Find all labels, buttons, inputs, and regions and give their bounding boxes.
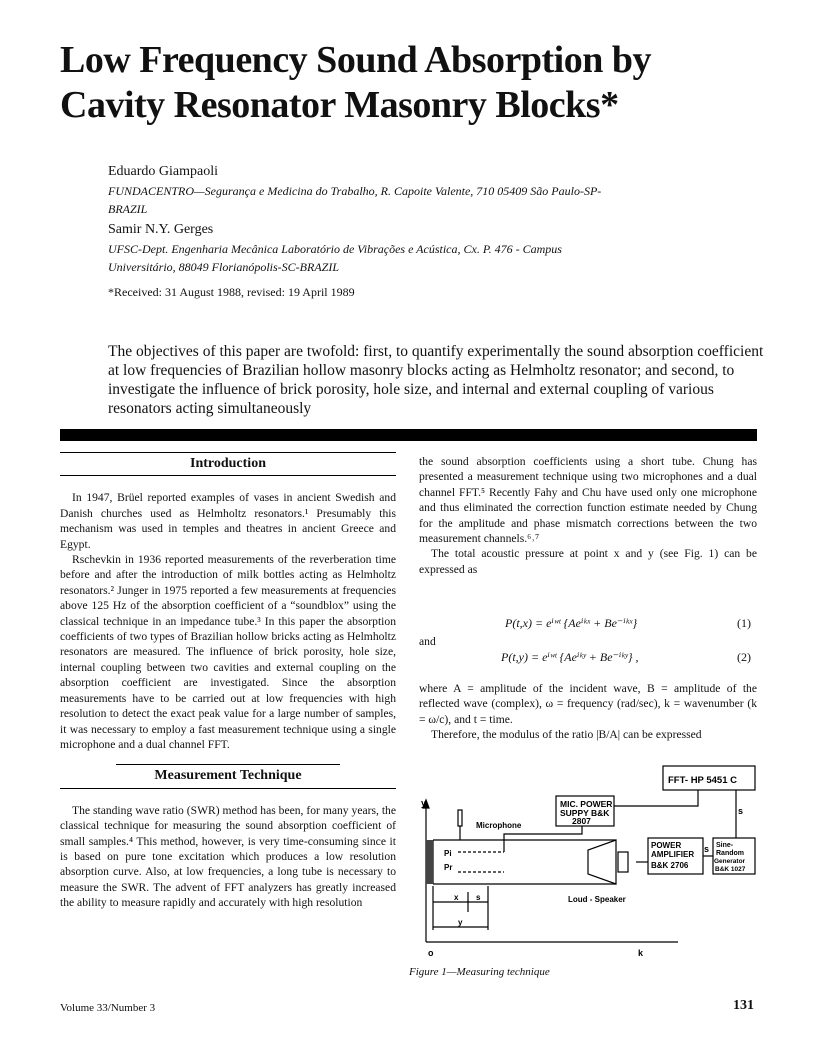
affiliation-1 [108,182,708,218]
sample-block [426,840,433,884]
fft-label: FFT- HP 5451 C [668,775,737,786]
s-dim-label: s [476,893,481,902]
intro-rule-top [60,452,396,453]
affiliation-1-line-1: FUNDACENTRO—Segurança e Medicina do Trabalho, R. Capoite Valente, 710 05409 São Paulo-SP- [108,184,602,198]
footer-volume: Volume 33/Number 3 [60,1002,156,1014]
figure-1-diagram [418,762,760,962]
mic-power-label-2: SUPPY B&K [560,808,610,818]
thick-divider [60,429,757,441]
right-paragraph-2: The total acoustic pressure at point x and y (see Fig. 1) can be expressed as [419,547,757,576]
affiliation-2-line-2: Universitário, 88049 Florianópolis-SC-BRAZIL [108,260,339,274]
power-amp-label-2: AMPLIFIER [651,850,695,859]
figure-caption: Figure 1—Measuring technique [409,966,550,978]
s-amp-label: s [704,844,710,854]
author-2: Samir N.Y. Gerges [108,222,214,237]
left-column [60,452,396,911]
page-number: 131 [733,998,754,1013]
paper-title [60,38,760,128]
right-column-lower [419,681,757,743]
right-paragraph-3: where A = amplitude of the incident wave, B = amplitude of the reflected wave (complex), ω = frequency (rad/sec), k = wavenumber (k = ω/c), and t = time. [419,682,757,726]
pr-label: Pr [444,863,453,872]
power-amp-label-3: B&K 2706 [651,861,689,870]
equation-2-number: (2) [737,650,751,664]
equation-1: P(t,x) = eⁱʷᵗ {Aeⁱᵏˣ + Be⁻ⁱᵏˣ} [505,616,638,630]
measurement-paragraph-1: The standing wave ratio (SWR) method has been, for many years, the classical technique for measuring the sound absorption coefficient of small samples.⁴ This method, however, is very time-consuming since it is based on pure tone excitation which produces a low resolution absorption curve. Also, at low frequencies, a long tube is necessary to measure the SWR. The advent of FFT analyzers has greatly increased the ability to measure rapidly and accurately with high resolution [60,803,396,910]
k-label: k [638,948,644,958]
microphone-label: Microphone [476,821,522,830]
sine-label-3: Generator [714,858,746,865]
pi-label: Pi [444,849,452,858]
loud-speaker-label: Loud - Speaker [568,895,626,904]
right-paragraph-4: Therefore, the modulus of the ratio |B/A| can be expressed [431,728,702,742]
y-dim-label: y [458,918,463,927]
affiliation-2 [108,240,708,276]
and-word: and [419,635,436,648]
s-wire-label: s [738,806,744,816]
origin-label: o [428,948,434,958]
y-axis-label: y [421,798,427,808]
affiliation-1-line-2: BRAZIL [108,202,148,216]
power-amp-label-1: POWER [651,841,682,850]
intro-paragraph-1: In 1947, Brüel reported examples of vases in ancient Swedish and Danish churches used as Helmholtz resonators.¹ Presumably this mechanism was used in temples and theatres in ancient Greece and Egypt. [60,491,396,551]
title-line-2: Cavity Resonator Masonry Blocks* [60,84,619,126]
affiliation-2-line-1: UFSC-Dept. Engenharia Mecânica Laboratório de Vibrações e Acústica, Cx. P. 476 - Campus [108,242,562,256]
equation-2: P(t,y) = eⁱʷᵗ {Aeⁱᵏʸ + Be⁻ⁱᵏʸ} , [501,650,639,664]
received-date: *Received: 31 August 1988, revised: 19 April 1989 [108,285,355,299]
sine-label-2: Random [716,850,744,857]
intro-heading: Introduction [190,456,266,471]
meas-rule-bottom [60,788,396,789]
right-column [419,454,757,577]
sine-label-4: B&K 1027 [715,866,746,873]
equation-1-number: (1) [737,616,751,630]
measurement-heading: Measurement Technique [154,768,302,784]
mic-power-label-3: 2807 [572,816,591,826]
right-paragraph-1: the sound absorption coefficients using a short tube. Chung has presented a measurement technique using two microphones and a dual channel FFT.⁵ Recently Fahy and Chu have used only one microphone and thus eliminated the correction function estimate needed by Chung for the amplitude and phase mismatch corrections between the two measurement channels.⁶˒⁷ [419,455,757,546]
sine-label-1: Sine- [716,842,734,849]
abstract: The objectives of this paper are twofold: first, to quantify experimentally the sound absorption coefficient at low frequencies of Brazilian hollow masonry blocks acting as Helmholtz resonator; and second, to investigate the influence of brick porosity, hole size, and internal and external coupling of various resonators acting simultaneously [108,343,764,417]
intro-rule-bottom [60,475,396,476]
mic-power-label-1: MIC. POWER [560,799,613,809]
meas-rule-top [116,764,340,765]
title-line-1: Low Frequency Sound Absorption by [60,39,651,81]
intro-paragraph-2: Rschevkin in 1936 reported measurements of the reverberation time before and after the introduction of milk bottles acting as Helmholtz resonators.² Junger in 1975 reported a few measurements at frequencies above 125 Hz of the absorption coefficient of a “soundblox” using the classical technique in an impedance tube.³ In this paper the absorption coefficients of two types of Brazilian hollow bricks acting as Helmholtz resonators are measured. The influence of brick porosity, hole size, internal coupling between two cavities and external coupling on the absorption coefficient are investigated. Since the absorption measurements have to be carried out at low frequencies with high resolution to detect the exact peak value for a large number of samples, it was necessary to employ a fast measurement technique using a single microphone and a dual channel FFT. [60,553,396,751]
author-1: Eduardo Giampaoli [108,164,219,179]
x-dim-label: x [454,893,459,902]
